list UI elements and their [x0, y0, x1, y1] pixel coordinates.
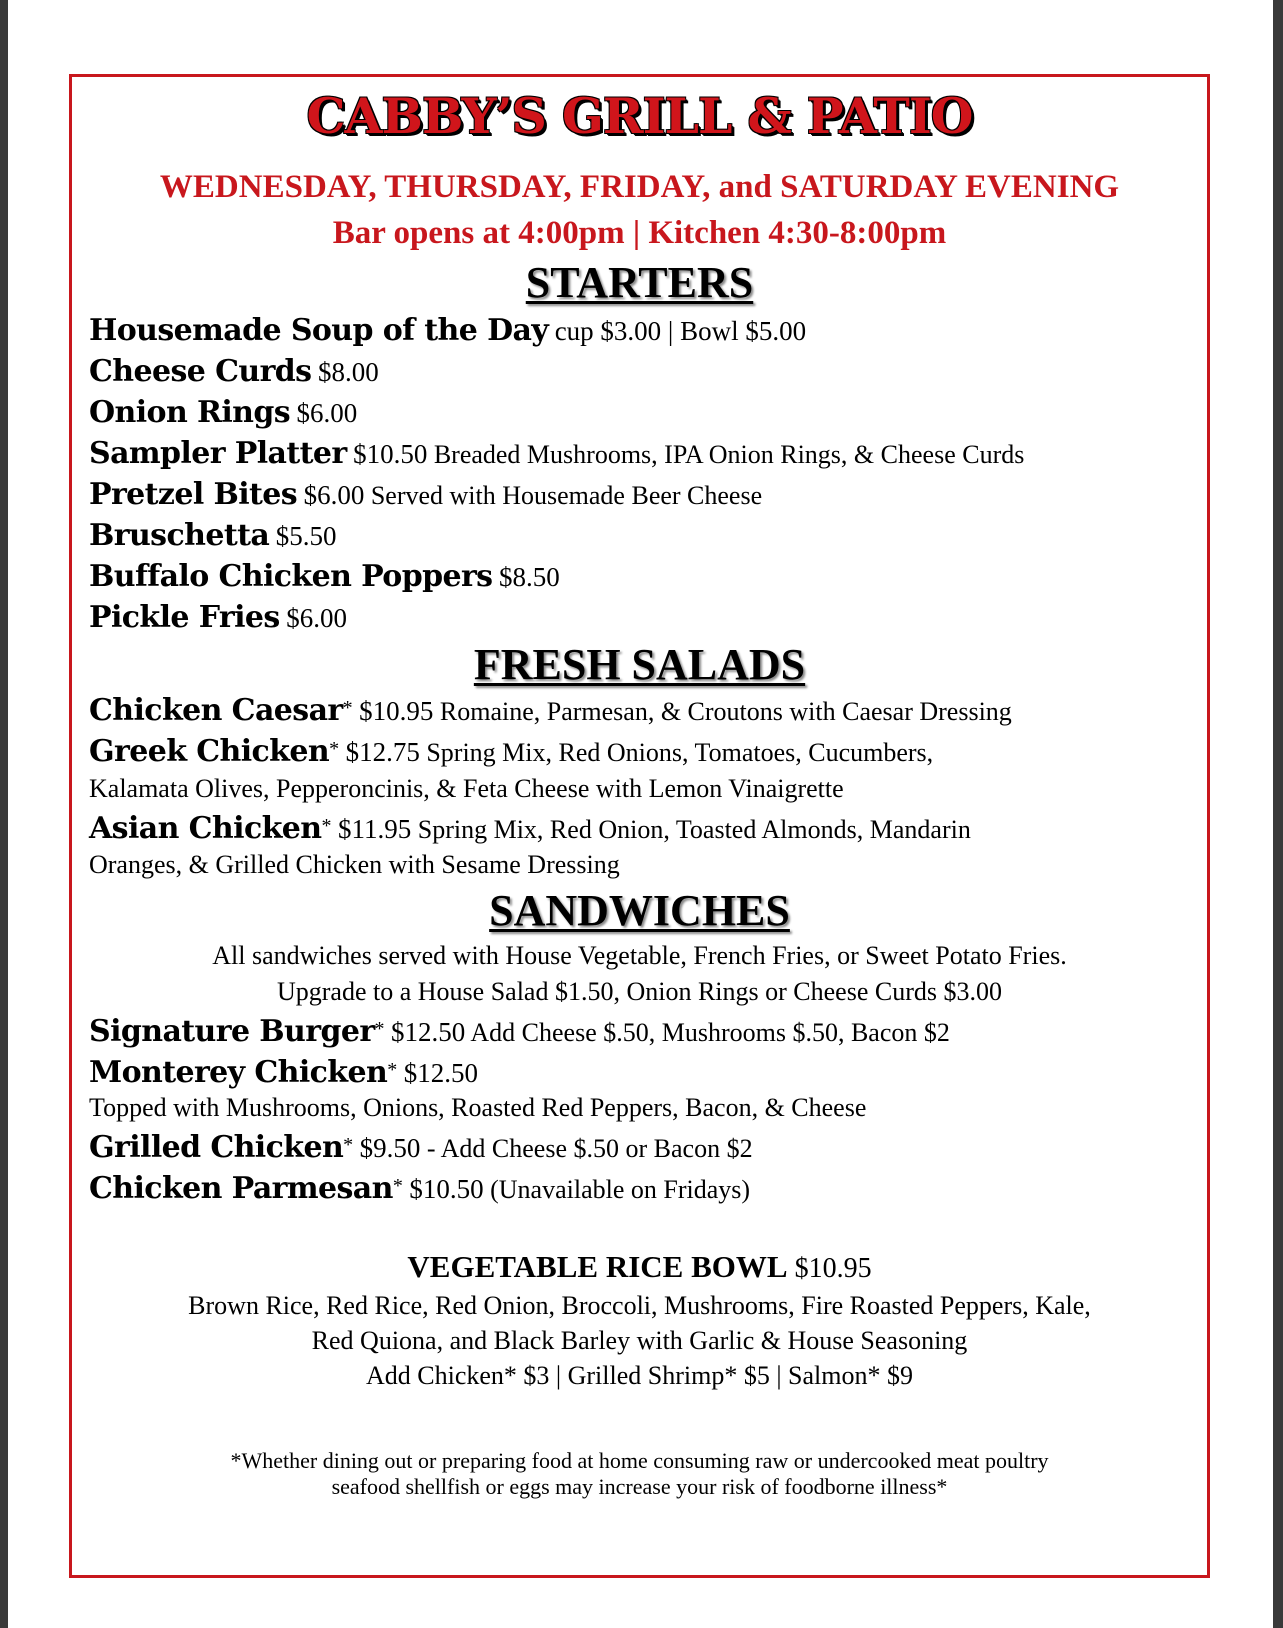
item-description: (Unavailable on Fridays) [490, 1175, 751, 1204]
restaurant-title: CABBY’S GRILL & PATIO [306, 87, 973, 145]
rice-bowl-price: $10.95 [794, 1253, 872, 1284]
rice-bowl-addons: Add Chicken* $3 | Grilled Shrimp* $5 | Salmon* $9 [366, 1361, 913, 1390]
item-name: Cheese Curds [89, 354, 312, 389]
menu-item [89, 354, 379, 389]
item-price: $10.50 [409, 1174, 484, 1204]
rice-bowl-name: VEGETABLE RICE BOWL [407, 1249, 788, 1284]
item-price: $9.50 [359, 1133, 421, 1163]
item-description-continued: Topped with Mushrooms, Onions, Roasted Red Peppers, Bacon, & Cheese [89, 1093, 867, 1122]
section-title-salads: FRESH SALADS [473, 640, 806, 689]
item-name: Asian Chicken [89, 811, 322, 846]
section-title-starters: STARTERS [525, 258, 754, 307]
rice-bowl-ingredients-1: Brown Rice, Red Rice, Red Onion, Broccoli, Mushrooms, Fire Roasted Peppers, Kale, [188, 1291, 1091, 1320]
menu-item [89, 693, 1012, 728]
menu-item [89, 734, 933, 769]
service-days: WEDNESDAY, THURSDAY, FRIDAY, and SATURDAY EVENING [159, 169, 1120, 205]
menu-item [89, 477, 762, 512]
sandwich-upgrade-note: Upgrade to a House Salad $1.50, Onion Rings or Cheese Curds $3.00 [276, 977, 1003, 1006]
item-name: Pickle Fries [89, 600, 280, 635]
item-price: $12.50 [391, 1017, 466, 1047]
item-price: $8.50 [498, 562, 560, 592]
item-price: $6.00 [296, 398, 358, 428]
item-name: Greek Chicken [89, 734, 330, 769]
service-hours: Bar opens at 4:00pm | Kitchen 4:30-8:00pm [332, 215, 947, 251]
item-name: Housemade Soup of the Day [89, 313, 549, 348]
item-description: Romaine, Parmesan, & Croutons with Caesar Dressing [439, 697, 1012, 726]
item-price: $11.95 [338, 814, 412, 844]
item-description: Breaded Mushrooms, IPA Onion Rings, & Cheese Curds [433, 440, 1025, 469]
item-description: Spring Mix, Red Onions, Tomatoes, Cucumbers, [426, 738, 934, 767]
item-description: - Add Cheese $.50 or Bacon $2 [426, 1134, 753, 1163]
item-name: Signature Burger [89, 1014, 375, 1049]
item-name: Chicken Parmesan [89, 1171, 393, 1206]
menu-item [89, 1130, 753, 1165]
menu-item [89, 811, 971, 846]
item-price: cup $3.00 | Bowl $5.00 [554, 316, 807, 346]
item-name: Monterey Chicken [89, 1055, 388, 1090]
sandwich-sides-note: All sandwiches served with House Vegetable, French Fries, or Sweet Potato Fries. [212, 941, 1067, 970]
item-description-continued: Oranges, & Grilled Chicken with Sesame Dressing [89, 850, 620, 879]
item-price: $5.50 [275, 521, 337, 551]
disclaimer-line: *Whether dining out or preparing food at home consuming raw or undercooked meat poultry [230, 1448, 1049, 1473]
item-name: Onion Rings [89, 395, 291, 430]
item-asterisk: * [342, 697, 353, 719]
item-name: Chicken Caesar [89, 693, 343, 728]
item-asterisk: * [343, 1134, 354, 1156]
item-name: Buffalo Chicken Poppers [89, 559, 493, 594]
item-price: $12.75 [345, 737, 420, 767]
rice-bowl-ingredients-2: Red Quiona, and Black Barley with Garlic & House Seasoning [311, 1326, 968, 1355]
menu-item [89, 313, 806, 348]
menu-item [89, 600, 347, 635]
disclaimer-line: seafood shellfish or eggs may increase your risk of foodborne illness* [331, 1474, 948, 1499]
item-asterisk: * [392, 1175, 403, 1197]
item-price: $10.95 [359, 696, 434, 726]
item-asterisk: * [329, 738, 340, 760]
item-asterisk: * [321, 815, 332, 837]
item-name: Sampler Platter [89, 436, 347, 471]
menu-item [89, 1014, 950, 1049]
window-edge-right [1273, 0, 1283, 1628]
food-safety-disclaimer [72, 1448, 1207, 1500]
item-price: $6.00 [303, 480, 365, 510]
item-name: Bruschetta [89, 518, 270, 553]
menu-item [89, 395, 357, 430]
item-description: Add Cheese $.50, Mushrooms $.50, Bacon $2 [470, 1018, 950, 1047]
rice-bowl-heading [72, 1249, 1207, 1285]
menu-item [89, 1055, 478, 1090]
section-title-sandwiches: SANDWICHES [489, 886, 790, 935]
window-edge-left [0, 0, 8, 1628]
menu-item [89, 1171, 750, 1206]
item-price: $10.50 [353, 439, 428, 469]
item-description: Spring Mix, Red Onion, Toasted Almonds, Mandarin [417, 815, 971, 844]
menu-frame [69, 74, 1210, 1578]
item-asterisk: * [387, 1059, 398, 1081]
item-asterisk: * [374, 1018, 385, 1040]
item-price: $12.50 [403, 1058, 478, 1088]
item-name: Grilled Chicken [89, 1130, 344, 1165]
item-name: Pretzel Bites [89, 477, 298, 512]
menu-item [89, 436, 1024, 471]
item-price: $6.00 [286, 603, 347, 633]
menu-item [89, 518, 336, 553]
item-description: Served with Housemade Beer Cheese [370, 481, 763, 510]
menu-item [89, 559, 560, 594]
item-price: $8.00 [317, 357, 379, 387]
item-description-continued: Kalamata Olives, Pepperoncinis, & Feta Cheese with Lemon Vinaigrette [89, 774, 844, 803]
